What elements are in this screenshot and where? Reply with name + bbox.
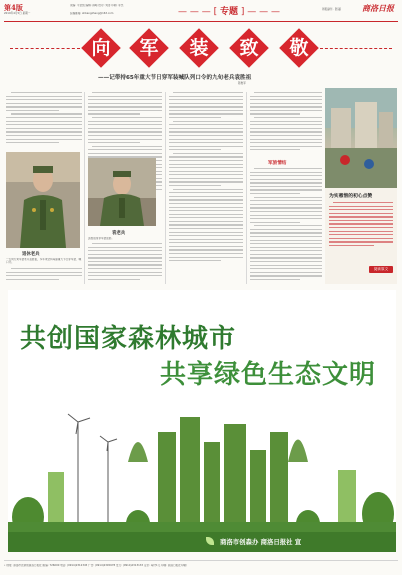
article-column-1-bottom — [6, 268, 82, 284]
headline-dash-left — [10, 48, 80, 49]
section-tag: 周报副刊 · 图 赢 — [322, 8, 341, 11]
ad-photo — [325, 88, 397, 188]
banner-footer — [8, 532, 396, 552]
article-column-4-top — [250, 92, 322, 158]
banner-line-1: 共创国家森林城市 — [20, 324, 237, 354]
forest-city-banner — [8, 290, 396, 552]
banner-footer-text: 商洛市创森办 商洛日报社 宣 — [220, 538, 302, 546]
caption-middle-title: 袁老兵 — [112, 231, 126, 236]
ad-text — [329, 202, 393, 260]
article-column-2-bottom — [88, 243, 162, 284]
headline-char-2: 军 — [139, 37, 159, 59]
headline-char-1: 向 — [91, 37, 111, 59]
header-rule — [4, 21, 398, 22]
headline-dash-right — [320, 48, 392, 49]
green-city-illustration — [8, 402, 396, 552]
footer-rule — [4, 560, 398, 561]
article-column-3 — [169, 92, 243, 284]
newspaper-logo: 商洛日报 — [362, 3, 394, 13]
caption-left-text: 一九旬九旬军装老兵袁胜祖，多年来坚持每逢重大节日穿军装、喊口令。 — [6, 258, 82, 265]
column-divider-2 — [165, 92, 166, 284]
column-divider-1 — [84, 92, 85, 284]
byline: 陈维军 — [238, 82, 246, 85]
article-column-1-top — [6, 92, 82, 150]
photo-veteran-left — [6, 152, 80, 248]
headline-subtitle: ——记带持65年重大节日穿军装喊队列口令的九旬老兵袁胜祖 — [98, 75, 252, 81]
veteran-photo-illustration — [6, 152, 80, 248]
headline-char-4: 致 — [239, 37, 259, 59]
ad-panel[interactable] — [325, 88, 397, 284]
headline-title — [0, 28, 402, 78]
veteran-portrait-illustration — [88, 158, 156, 226]
section-title-text: 专题 — [219, 7, 238, 17]
page-header — [0, 0, 402, 24]
leaf-icon — [206, 537, 214, 545]
ad-read-more-button[interactable]: 阅读原文 — [369, 266, 393, 273]
email-line: 投稿邮箱: shbangzheng@163.com — [70, 12, 114, 15]
headline-char-5: 敬 — [289, 37, 309, 59]
banner-line-2: 共享绿色生态文明 — [160, 360, 377, 390]
section-title: — — — [ 专题 ] — — — — [178, 7, 280, 17]
ad-title: 为实惠惜的初心点赞 — [329, 194, 373, 199]
issue-date: 2019年4月5日 星期一 — [4, 12, 31, 15]
page-number: 第4版 — [4, 3, 23, 12]
photo-veteran-middle — [88, 158, 156, 226]
subhead-military-feelings: 军旅情结 — [268, 161, 287, 166]
column-divider-3 — [246, 92, 247, 284]
headline-char-3: 装 — [189, 37, 209, 59]
editor-line: 责编: 牛金凯 编辑: 薛峰 校对: 刘涛 印刷: 李杰 — [70, 4, 124, 7]
caption-left-title: 退休老兵 — [22, 252, 40, 257]
ad-photo-illustration — [325, 88, 397, 188]
footer-info: • 地址: 商洛市北新街商洛日报社 邮编: 726000 电话: (0914)2312345 广告: (0914)2345678 发行: (0914)2313133 定价: 每份1元 印刷: 商洛日报社印刷厂 — [4, 564, 189, 567]
article-column-4-bottom — [250, 168, 322, 284]
caption-middle-text: 袁胜祖身穿军装留影。 — [88, 237, 114, 240]
